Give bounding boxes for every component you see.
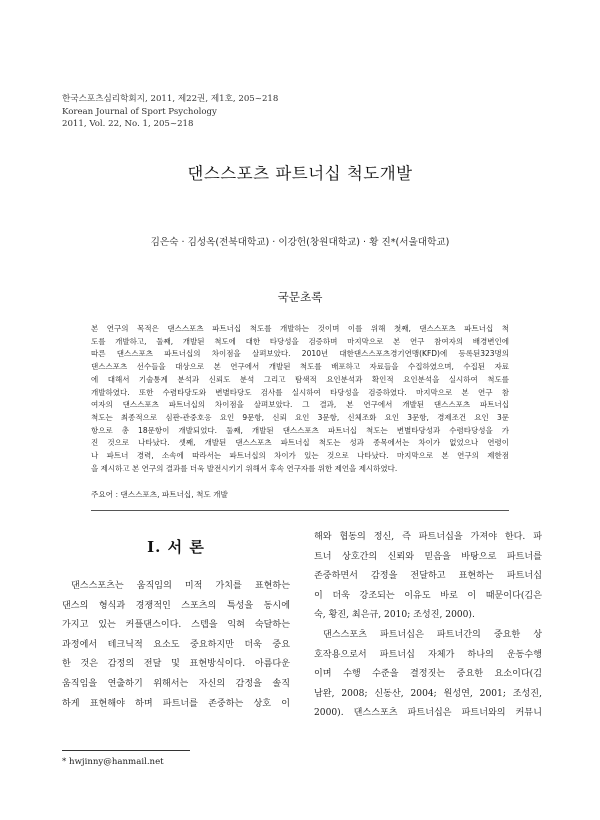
abstract-line: 개발하였다. 또한 수렴타당도와 변별타당도 검사를 실시하여 타당성을 검증하였다. 마지막으로 본 연구 참 [91,387,509,397]
keywords [91,489,228,500]
keywords-value: 댄스스포츠, 파트너십, 척도 개발 [120,490,228,499]
abstract-line: 을 제시하고 본 연구의 결과를 더욱 발전시키기 위해서 후속 연구자를 위한 제언을 제시하였다. [91,463,398,473]
section-heading: I. 서 론 [147,538,205,556]
body-column-left [62,577,290,714]
footnote-divider [62,750,190,751]
keywords-label: 주요어 [91,490,114,499]
body-line: 가지고 있는 커플댄스이다. 스텝을 익혀 숙달하는 [62,620,290,631]
keywords-separator: : [115,490,118,499]
abstract-line: 본 연구의 목적은 댄스스포츠 파트너십 척도를 개발하는 것이며 이를 위해 첫째, 댄스스포츠 파트너십 척 [91,324,509,333]
body-line: 댄스스포츠 파트너십은 파트너간의 중요한 상 [323,629,542,640]
body-line: 존중하면서 감정을 전달하고 표현하는 파트너십 [314,571,542,582]
body-line: 남완, 2008; 신동산, 2004; 원성연, 2001; 조성진, [314,688,542,699]
journal-line-volume: 2011, Vol. 22, No. 1, 205~218 [62,119,194,129]
body-line: 한 것은 감정의 전달 및 표현방식이다. 아름다운 [62,659,290,670]
abstract-line: 항으로 총 18문항이 개발되었다. 둘째, 개발된 댄스스포츠 파트너십 척도는 변별타당성과 수렴타당성을 가 [91,425,509,435]
body-line: 숙, 황진, 최은규, 2010; 조성진, 2000). [314,610,475,621]
abstract-line: 에 대해서 기술통계 분석과 신뢰도 분석 그리고 탐색적 요인분석과 확인적 요인분석을 실시하여 척도를 [91,374,509,384]
body-line: 이 더욱 강조되는 이유도 바로 이 때문이다(김은 [314,590,542,601]
abstract-heading: 국문초록 [277,290,323,304]
abstract-divider [91,510,509,511]
journal-line-english: Korean Journal of Sport Psychology [62,106,217,117]
body-line: 움직임을 연출하기 위해서는 자신의 감정을 솔직 [62,678,290,689]
abstract-line: 댄스스포츠 선수들을 대상으로 본 연구에서 개발된 척도를 배포하고 자료들을 수집하였으며, 수집된 자료 [91,362,509,372]
abstract-line: 도를 개발하고, 둘째, 개발된 척도에 대한 타당성을 검증하며 마지막으로 본 연구 참여자의 배경변인에 [91,336,509,346]
journal-line-korean: 한국스포츠심리학회지, 2011, 제22권, 제1호, 205~218 [62,94,279,104]
abstract-line: 나 파트너 경력, 소속에 따라서는 파트너십의 차이가 있는 것으로 나타났다. 마지막으로 본 연구의 제한점 [91,451,509,461]
footnote-email: * hwjinny@hanmail.net [62,757,164,767]
abstract-line: 따른 댄스스포츠 파트너십의 차이점을 살펴보았다. 2010년 대한댄스스포츠경기연맹(KFD)에 등록된323명의 [91,349,509,359]
abstract-line: 여자의 댄스스포츠 파트너십의 차이점을 살펴보았다. 그 결과, 본 연구에서 개발된 댄스스포츠 파트너십 [91,400,509,410]
abstract-line: 진 것으로 나타났다. 셋째, 개발된 댄스스포츠 파트너십 척도는 성과 종목에서는 차이가 없었으나 연령이 [91,438,509,448]
body-line: 2000). 댄스스포츠 파트너십은 파트너와의 커뮤니 [314,708,542,719]
body-line: 해와 협동의 정신, 즉 파트너십을 가져야 한다. 파 [314,532,542,542]
abstract-body [91,323,509,475]
journal-info [62,93,278,131]
body-line: 하게 표현해야 하며 파트너를 존중하는 상호 이 [62,698,290,709]
body-line: 호작용으로서 파트너십 자체가 하나의 운동수행 [314,649,542,660]
author-line: 김은숙 · 김성옥(전북대학교) · 이강헌(창원대학교) · 황 진*(서울대학교) [150,237,450,248]
body-line: 트너 상호간의 신뢰와 믿음을 바탕으로 파트너를 [314,551,542,562]
abstract-line: 척도는 최종적으로 심판-관중호응 요인 9문항, 신뢰 요인 3문항, 신체조화 요인 3문항, 경제조건 요인 3문 [91,412,509,422]
body-line: 이며 수행 수준을 결정짓는 중요한 요소이다(김 [314,669,542,680]
paper-title: 댄스스포츠 파트너십 척도개발 [187,164,413,183]
body-line: 과정에서 테크닉적 요소도 중요하지만 더욱 중요 [62,639,290,650]
body-line: 댄스의 형식과 경쟁적인 스포츠의 특성을 동시에 [62,600,290,611]
body-line: 댄스스포츠는 움직임의 미적 가치를 표현하는 [71,581,290,591]
body-column-right [314,528,542,724]
